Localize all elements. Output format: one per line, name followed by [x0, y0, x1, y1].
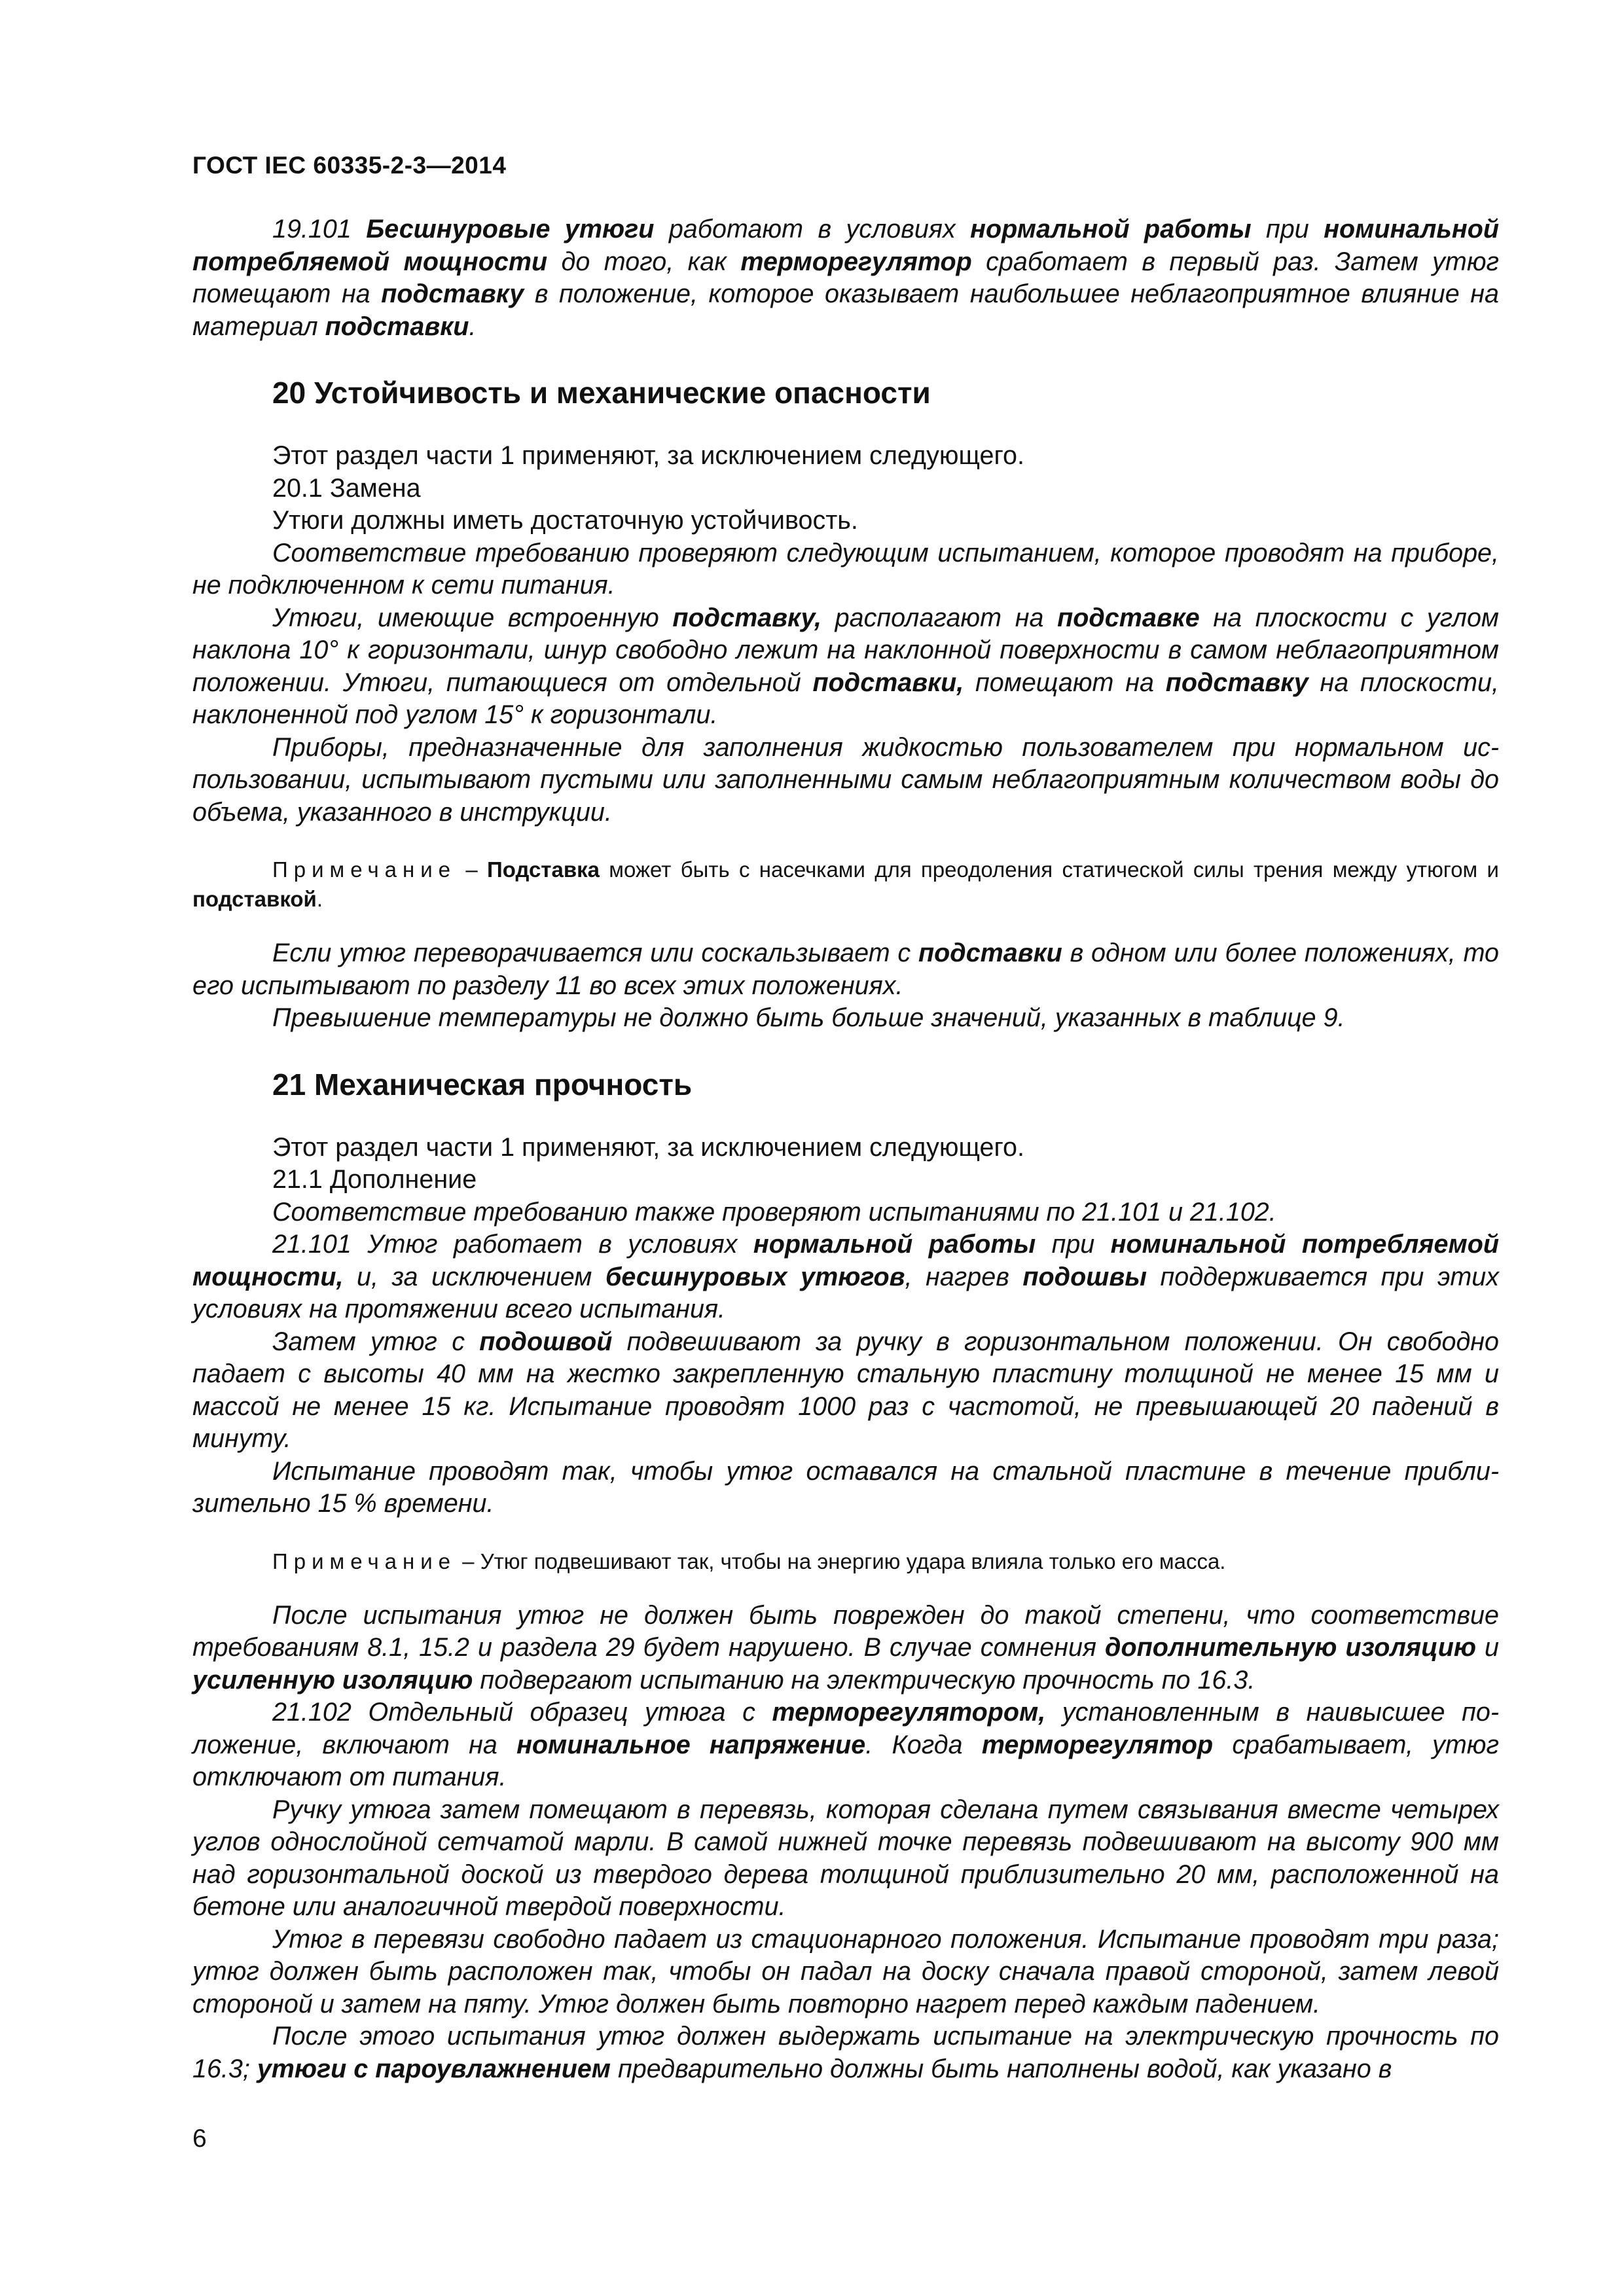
note-1-text: – Подставка может быть с насечками для преодоления статической силы трения между утюгом и подставкой. [192, 857, 1499, 911]
paragraph-20-compliance: Соответствие требованию проверяют следующим испытанием, которое проводят на приборе, не подключенном к сети питания. [192, 538, 1499, 600]
paragraph-21-1: 21.1 Дополнение [272, 1165, 477, 1194]
note-1-label: Примечание [272, 857, 457, 882]
paragraph-21-fall: Утюг в перевязи свободно падает из стационарного положения. Испытание проводят три раза; утюг должен быть расположен так, чтобы он падал на доску сначала правой стороной, затем левой стороной и затем на пяту. Утюг должен быть повторно нагрет перед каждым падением. [192, 1924, 1499, 2018]
paragraph-21-102: 21.102 Отдельный образец утюга с терморегулятором, установленным в наивысшее положение, включают на номинальное напряжение. Когда терморегулятор срабатывает, утюг отключают от питания. [192, 1698, 1500, 1791]
paragraph-19-101: 19.101 Бесшнуровые утюги работают в условиях нормальной работы при номинальной потребляемой мощности до того, как терморегулятор сработает в первый раз. Затем утюг помещают на подставку в положение, которое оказывает наибольшее неблагоприятное влияние на материал подставки. [192, 215, 1499, 341]
paragraph-20-iron-stand: Утюги, имеющие встроенную подставку, располагают на подставке на плоскости с углом наклона 10° к горизонтали, шнур свободно лежит на наклонной поверхности в самом неблагоприятном положении. Утюги, питающиеся от отдельной подставки, помещают на подставку на плоскости, наклоненной под углом 15° к горизонтали. [192, 603, 1500, 729]
paragraph-20-liquid: Приборы, предназначенные для заполнения жидкостью пользователем при нормальном использовании, испытывают пустыми или заполненными самым неблагоприятным количеством воды до объема, указанного в инструкции. [192, 732, 1499, 827]
document-body [192, 213, 1499, 2085]
paragraph-21-time: Испытание проводят так, чтобы утюг оставался на стальной пластине в течение приблизительно 15 % времени. [192, 1456, 1499, 1518]
paragraph-21-intro: Этот раздел части 1 применяют, за исключением следующего. [272, 1132, 1024, 1162]
paragraph-21-final: После этого испытания утюг должен выдержать испытание на электрическую прочность по 16.3; утюги с пароувлажнением предварительно должны быть наполнены водой, как указано в [192, 2022, 1499, 2083]
page-number: 6 [192, 2125, 207, 2153]
paragraph-20-intro: Этот раздел части 1 применяют, за исключением следующего. [272, 441, 1024, 470]
paragraph-20-1: 20.1 Замена [272, 473, 421, 503]
paragraph-20-temperature: Превышение температуры не должно быть больше значений, указанных в таблице 9. [272, 1003, 1345, 1032]
note-1 [192, 855, 1499, 914]
note-2 [192, 1547, 1499, 1576]
note-2-text: – Утюг подвешивают так, чтобы на энергию удара влияла только его масса. [456, 1549, 1226, 1573]
paragraph-21-after: После испытания утюг не должен быть поврежден до такой степени, что соответствие требованиям 8.1, 15.2 и раздела 29 будет нарушено. В случае сомнения дополнительную изоляцию и усиленную изоляцию подвергают испытанию на электрическую прочность по 16.3. [192, 1600, 1499, 1695]
paragraph-20-requirement: Утюги должны иметь достаточную устойчивость. [272, 506, 858, 535]
note-2-label: Примечание [272, 1549, 457, 1573]
paragraph-21-compliance: Соответствие требованию также проверяют испытаниями по 21.101 и 21.102. [272, 1197, 1276, 1227]
paragraph-21-101: 21.101 Утюг работает в условиях нормальной работы при номинальной потребляемой мощности, и, за исключением бесшнуровых утюгов, нагрев подошвы поддерживается при этих условиях на протяжении всего испытания. [192, 1230, 1499, 1323]
section-heading-21: 21 Механическая прочность [272, 1067, 693, 1102]
paragraph-21-sling: Ручку утюга затем помещают в перевязь, которая сделана путем связывания вместе четырех углов однослойной сетчатой марли. В самой нижней точке перевязь подвешивают на высоту 900 мм над горизонтальной доской из твердого дерева толщиной приблизительно 20 мм, расположенной на бетоне или аналогичной твердой поверхности. [192, 1795, 1499, 1921]
document-header: ГОСТ IEC 60335-2-3—2014 [192, 152, 507, 179]
paragraph-20-tip: Если утюг переворачивается или соскальзывает с подставки в одном или более положениях, то его испытывают по разделу 11 во всех этих положениях. [192, 939, 1500, 1000]
section-heading-20: 20 Устойчивость и механические опасности [272, 376, 931, 410]
paragraph-21-drop: Затем утюг с подошвой подвешивают за ручку в горизонтальном положении. Он свободно падает с высоты 40 мм на жестко закрепленную стальную пластину толщиной не менее 15 мм и массой не менее 15 кг. Испытание проводят 1000 раз с частотой, не превышающей 20 падений в минуту. [192, 1327, 1499, 1453]
